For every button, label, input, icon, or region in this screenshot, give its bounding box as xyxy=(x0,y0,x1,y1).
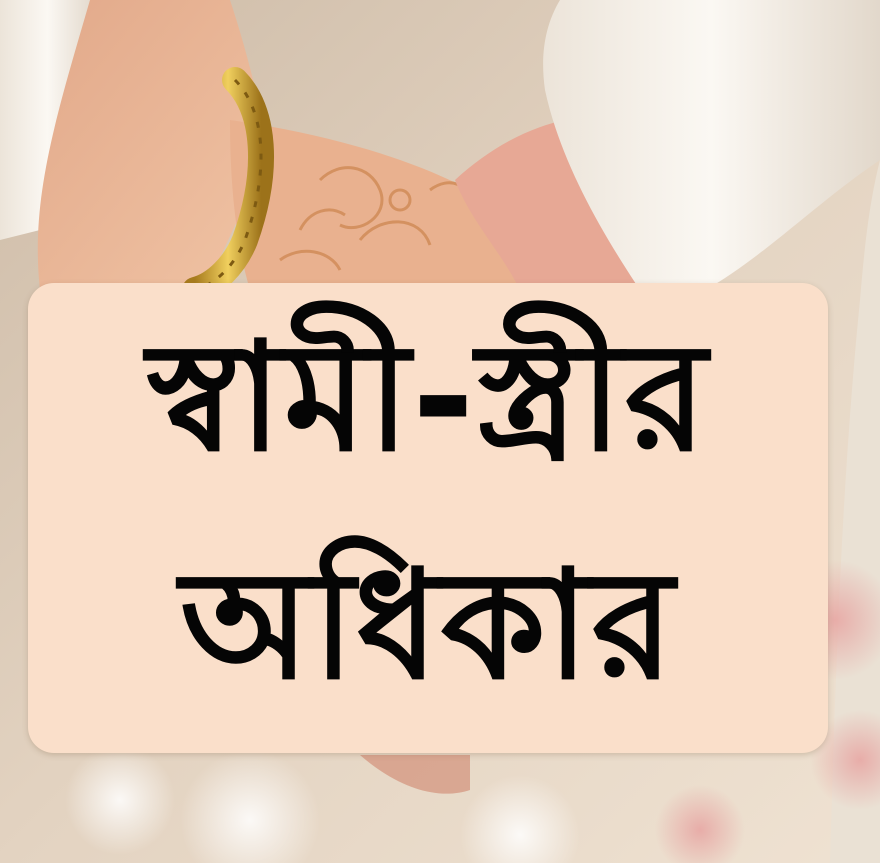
caption-title-line-2: অধিকার xyxy=(180,539,676,713)
caption-title-line-1: স্বামী-স্ত্রীর xyxy=(147,311,709,485)
caption-card xyxy=(28,283,828,753)
